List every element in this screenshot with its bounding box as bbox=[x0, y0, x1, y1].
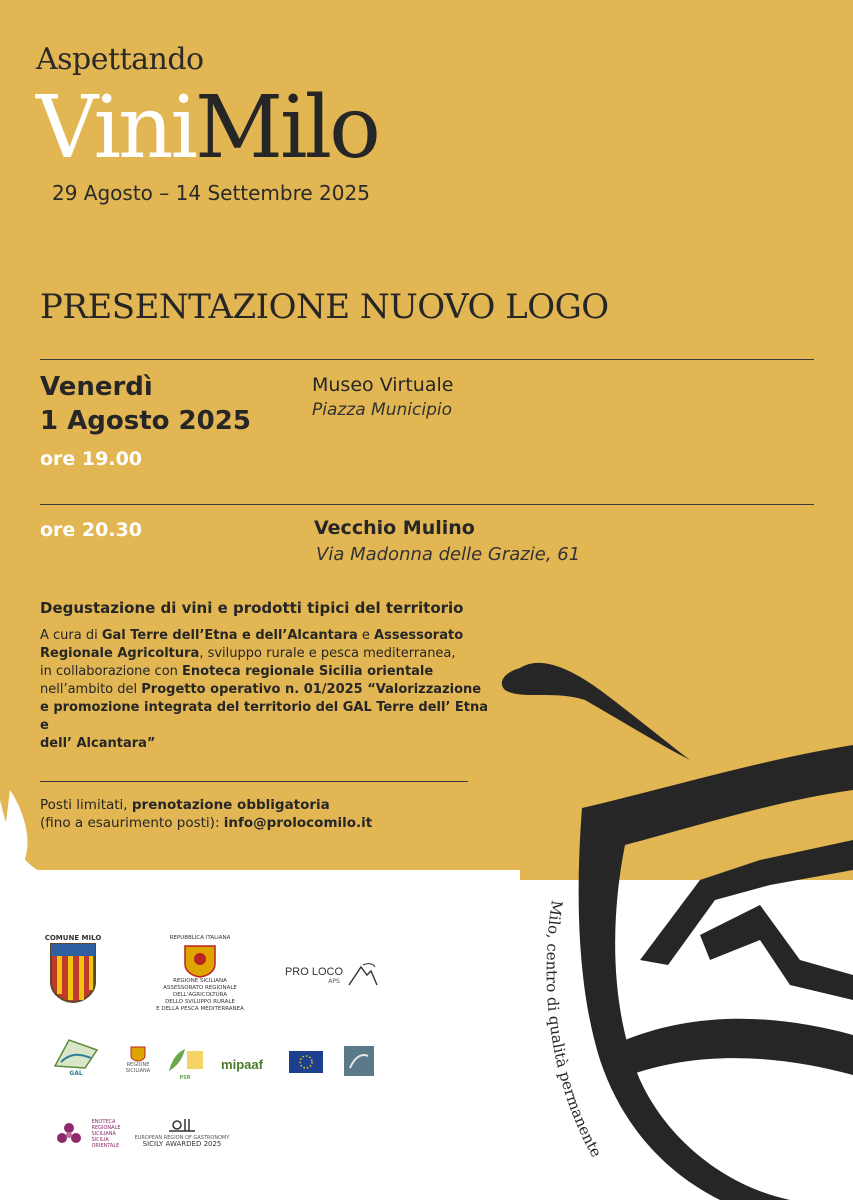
event1-daydate bbox=[40, 370, 251, 438]
enoteca-flower-icon bbox=[53, 1118, 85, 1150]
regione-siciliana-logo: REPUBBLICA ITALIANA REGIONE SICILIANA ASSESSORATO REGIONALE DELL'AGRICOLTURA DELLO SVILUPPO RURALE E DELLA PESCA MEDITERRANEA bbox=[156, 935, 244, 1012]
event-dates: 29 Agosto – 14 Settembre 2025 bbox=[52, 181, 370, 205]
event1-time: ore 19.00 bbox=[40, 448, 143, 470]
event2-address: Via Madonna delle Grazie, 61 bbox=[316, 544, 581, 565]
regione-small-logo: REGIONE SICILIANA bbox=[116, 1040, 160, 1080]
comune-label: COMUNE MILO bbox=[44, 933, 102, 942]
coat-of-arms-icon bbox=[49, 942, 97, 1004]
main-title bbox=[36, 78, 378, 178]
event1-date: 1 Agosto 2025 bbox=[40, 406, 251, 436]
contact-email[interactable]: info@prolocomilo.it bbox=[223, 815, 373, 831]
reservation-info: Posti limitati, prenotazione obbligatoria (fino a esaurimento posti): info@prolocomilo.it bbox=[40, 797, 373, 831]
event2-venue: Vecchio Mulino bbox=[314, 517, 475, 539]
arc-slogan: Milo, centro di qualità permanente bbox=[542, 899, 606, 1161]
psr-leaf-icon bbox=[165, 1045, 205, 1075]
section-title: PRESENTAZIONE NUOVO LOGO bbox=[40, 287, 609, 327]
divider-3 bbox=[40, 781, 468, 782]
event1-venue: Museo Virtuale bbox=[312, 374, 454, 396]
event2-time: ore 20.30 bbox=[40, 519, 143, 541]
proloco-label: PRO LOCO bbox=[284, 965, 344, 978]
proloco-logo bbox=[282, 955, 382, 995]
event1-day: Venerdì bbox=[40, 372, 153, 402]
proloco-mountain-icon bbox=[347, 961, 379, 989]
eu-logo bbox=[284, 1044, 328, 1080]
enoteca-logo: ENOTECA REGIONALE SICILIANA SICILIA ORIENTALE bbox=[42, 1112, 132, 1156]
comune-milo-logo bbox=[44, 926, 102, 1012]
divider-2 bbox=[40, 504, 814, 505]
mipaaf-logo: mipaaf bbox=[221, 1056, 263, 1072]
small-trinacria-icon bbox=[130, 1046, 146, 1062]
trinacria-icon bbox=[183, 942, 217, 978]
pretitle: Aspettando bbox=[36, 42, 204, 77]
tasting-heading: Degustazione di vini e prodotti tipici del territorio bbox=[40, 599, 464, 617]
psr-logo: PSR bbox=[162, 1044, 208, 1082]
gastronomy-logo: EUROPEAN REGION OF GASTRONOMY SICILY AWARDED 2025 bbox=[130, 1108, 234, 1156]
event1-address: Piazza Municipio bbox=[312, 400, 452, 420]
title-vini: Vini bbox=[36, 78, 195, 178]
organizer-description: A cura di Gal Terre dell’Etna e dell’Alcantara e Assessorato Regionale Agricoltura, sviluppo rurale e pesca mediterranea, in collaborazione con Enoteca regionale Sicilia orientale nell’ambito del Progetto operativo n. 01/2025 “Valorizzazione e promozione integrata del territorio del GAL Terre dell’ Etna e dell’ Alcantara” bbox=[40, 628, 489, 751]
leader-logo bbox=[342, 1044, 376, 1078]
gal-shape-icon bbox=[51, 1036, 101, 1070]
proloco-sub: APS bbox=[328, 977, 340, 985]
gal-logo: GAL bbox=[48, 1034, 104, 1078]
divider-1 bbox=[40, 359, 814, 360]
gastronomy-icon bbox=[167, 1117, 197, 1135]
eu-flag-icon bbox=[289, 1051, 323, 1073]
title-milo: Milo bbox=[195, 78, 378, 178]
leader-icon bbox=[344, 1046, 374, 1076]
